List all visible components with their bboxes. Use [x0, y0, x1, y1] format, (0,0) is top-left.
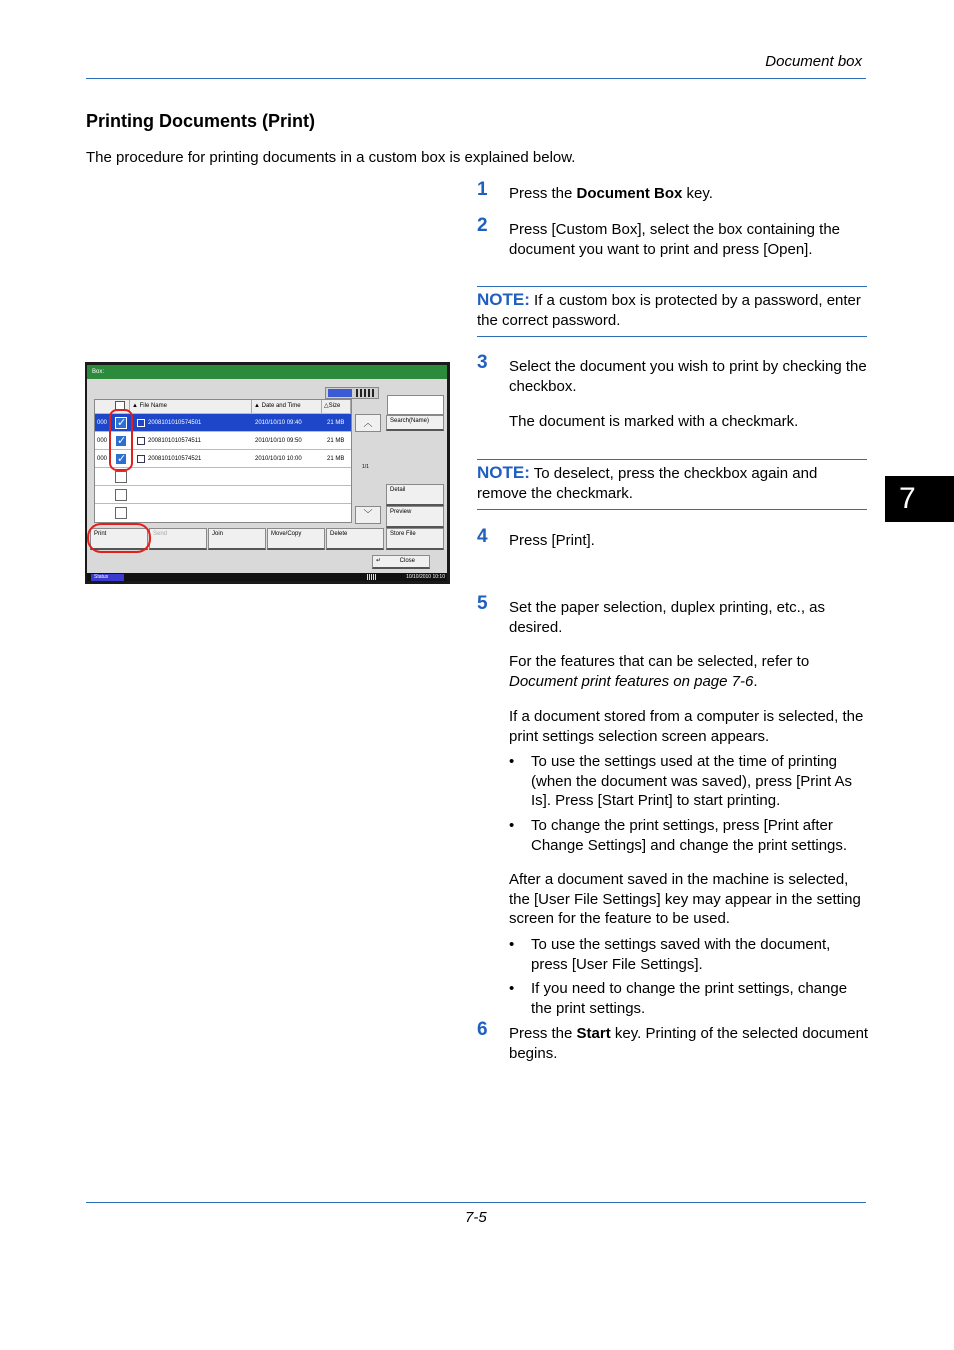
col-size[interactable]: △Size: [322, 400, 351, 413]
store-file-button[interactable]: Store File: [386, 528, 444, 550]
step-5-computer-doc: If a document stored from a computer is selected, the print settings selection screen appears.: [509, 708, 864, 745]
page-indicator: 1/1: [362, 464, 369, 470]
table-row[interactable]: 000 ✓ 20081010105745​01 2010/10/10 09:40 21 MB: [95, 413, 351, 431]
step-2: 2 Press [Custom Box], select the box containing the document you want to print and press [Open].: [477, 215, 841, 258]
table-row-empty[interactable]: [95, 503, 351, 521]
step-3: 3 Select the document you wish to print by checking the checkbox.: [477, 352, 867, 395]
status-bar: [87, 573, 447, 581]
row-checkbox[interactable]: [115, 507, 127, 519]
section-title: Printing Documents (Print): [86, 111, 315, 131]
send-button[interactable]: Send: [149, 528, 207, 550]
step-6: 6 Press the Start key. Printing of the selected document begins.: [477, 1019, 869, 1062]
step-5: 5 Set the paper selection, duplex printing, etc., as desired.: [477, 593, 826, 636]
chevron-up-icon: ︿: [363, 418, 373, 428]
page-number: 7-5: [465, 1209, 487, 1226]
step-number: 3: [477, 352, 488, 373]
list-view-icon[interactable]: [328, 389, 352, 397]
document-icon: [137, 419, 145, 427]
bullet-print-as-is: • To use the settings used at the time of printing (when the document was saved), press [Print As Is]. Press [Start Print] to start printing.: [509, 753, 852, 809]
note-label: NOTE:: [477, 290, 530, 309]
detail-button[interactable]: Detail: [386, 484, 444, 506]
step-5-machine-doc: After a document saved in the machine is selected, the [User File Settings] key may appear in the setting screen for the feature to be used.: [509, 871, 861, 927]
header-rule: [86, 78, 866, 79]
preview-button[interactable]: Preview: [386, 506, 444, 528]
document-icon: [137, 437, 145, 445]
step-4: 4 Press [Print].: [477, 526, 595, 549]
print-highlight: [87, 523, 151, 553]
scroll-down-button[interactable]: [355, 506, 381, 524]
running-header: Document box: [765, 53, 862, 70]
note-password: NOTE: If a custom box is protected by a password, enter the correct password.: [477, 286, 867, 337]
return-arrow-icon: ↵: [376, 558, 382, 564]
step-1: 1 Press the Document Box key.: [477, 179, 713, 202]
print-button[interactable]: Print: [90, 528, 148, 550]
table-row[interactable]: 000 ✓ 2008101010574521 2010/10/10 10:00 21 MB: [95, 449, 351, 467]
step-number: 4: [477, 526, 488, 547]
cross-reference: Document print features on page 7-6: [509, 672, 754, 690]
bullet-change-print-settings: • If you need to change the print settings, change the print settings.: [509, 980, 848, 1017]
step-number: 6: [477, 1019, 488, 1040]
status-button[interactable]: Status: [91, 574, 124, 581]
col-file-name[interactable]: ▲ File Name: [130, 400, 252, 413]
step-number: 2: [477, 215, 488, 236]
step-3-detail: The document is marked with a checkmark.: [509, 413, 799, 430]
device-screen-illustration: [85, 362, 450, 584]
checkbox-highlight: [109, 409, 133, 471]
delete-button[interactable]: Delete: [326, 528, 384, 550]
note-deselect: NOTE: To deselect, press the checkbox again and remove the checkmark.: [477, 459, 867, 510]
step-number: 1: [477, 179, 488, 200]
table-row-empty[interactable]: [95, 467, 351, 485]
footer-rule: [86, 1202, 866, 1203]
scroll-up-button[interactable]: [355, 414, 381, 432]
table-row[interactable]: 000 ✓ 2008101010574511 2010/10/10 09:50 21 MB: [95, 431, 351, 449]
step-number: 5: [477, 593, 488, 614]
intro-text: The procedure for printing documents in a custom box is explained below.: [86, 149, 576, 166]
bullet-change-settings: • To change the print settings, press [Print after Change Settings] and change the print settings.: [509, 817, 848, 854]
table-row-empty[interactable]: [95, 485, 351, 503]
memory-icon: [367, 574, 377, 580]
move-copy-button[interactable]: Move/Copy: [267, 528, 325, 550]
chapter-tab: 7: [885, 476, 954, 522]
thumbnail-view-icon[interactable]: [356, 389, 376, 397]
row-checkbox[interactable]: [115, 489, 127, 501]
bullet-user-file-settings: • To use the settings saved with the document, press [User File Settings].: [509, 936, 831, 973]
search-field[interactable]: [387, 395, 444, 415]
step-5-reference: For the features that can be selected, refer to Document print features on page 7-6.: [509, 653, 810, 690]
row-checkbox[interactable]: [115, 471, 127, 483]
chevron-down-icon: ﹀: [363, 509, 373, 519]
join-button[interactable]: Join: [208, 528, 266, 550]
date-time: 10/10/2010 10:10: [406, 574, 445, 580]
view-toggle[interactable]: [325, 387, 379, 399]
document-icon: [137, 455, 145, 463]
key-name: Start: [576, 1025, 611, 1042]
close-button[interactable]: ↵ Close: [372, 555, 430, 569]
key-name: Document Box: [576, 185, 683, 202]
box-titlebar: Box:: [87, 365, 447, 379]
note-label: NOTE:: [477, 463, 530, 482]
col-date-time[interactable]: ▲ Date and Time: [252, 400, 322, 413]
search-name-button[interactable]: Search(Name): [386, 415, 444, 431]
